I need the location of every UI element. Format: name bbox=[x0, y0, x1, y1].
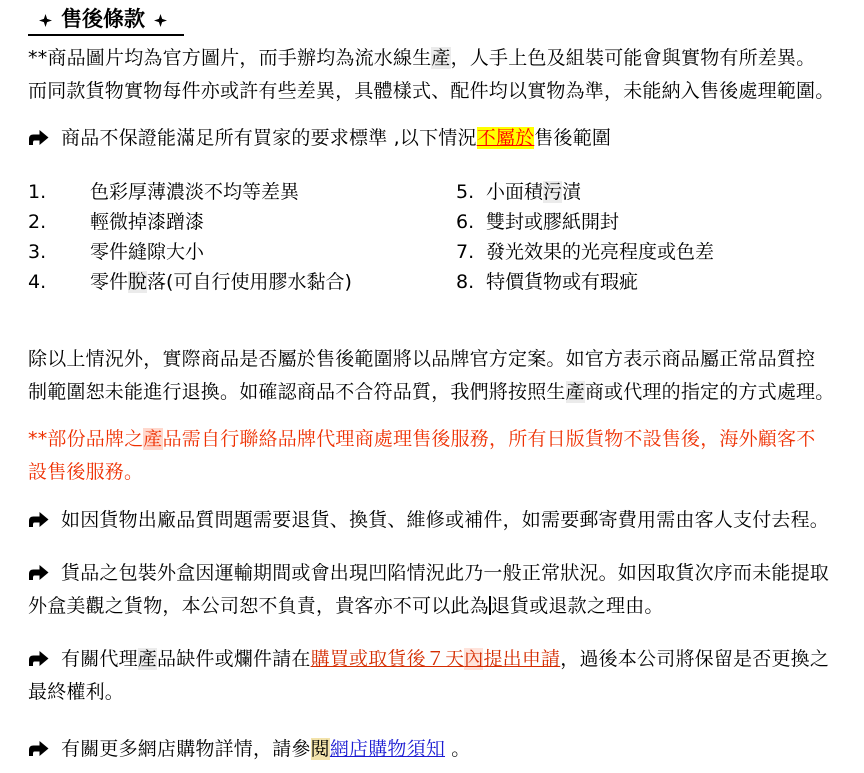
list-item-text bbox=[90, 181, 299, 203]
return-shipping-text bbox=[61, 509, 829, 531]
brand-service-note bbox=[28, 423, 844, 489]
text-segment: 除以上情況外，實際商品是否屬於售後範圍將以品牌官方定案。如官方表示商品屬正常品質控 bbox=[28, 348, 816, 370]
missing-parts-text bbox=[28, 648, 829, 703]
text-segment: 產 bbox=[565, 381, 585, 403]
text-segment: 。 bbox=[445, 738, 471, 760]
list-item bbox=[28, 237, 456, 267]
intro-paragraph bbox=[28, 42, 844, 108]
text-segment: ，人手上色及組裝可能會與實物有所差異。 bbox=[450, 47, 816, 69]
text-segment: **商品圖片均為官方圖片，而手辦均為流水線生 bbox=[28, 47, 432, 69]
text-segment: 產 bbox=[143, 428, 163, 450]
text-segment: 零件 bbox=[90, 271, 129, 293]
text-segment: 雙封或膠紙開封 bbox=[486, 211, 620, 233]
text-segment: 制範圍恕未能進行退換。如確認商品不合符品質，我們將按照生 bbox=[28, 381, 566, 403]
text-segment: **部份品牌之 bbox=[28, 428, 144, 450]
text-segment: 退貨或退款之理由。 bbox=[490, 595, 664, 617]
list-item bbox=[456, 177, 844, 207]
list-item bbox=[456, 207, 844, 237]
text-segment: 售後範圍 bbox=[534, 127, 612, 149]
list-item bbox=[456, 267, 844, 297]
red-underlined-text: 購買或取貨後７天 bbox=[310, 648, 465, 670]
text-segment: 特價貨物或有瑕疵 bbox=[486, 271, 639, 293]
text-segment: 最終權利。 bbox=[28, 681, 125, 703]
text-segment: 設售後服務。 bbox=[28, 461, 144, 483]
text-segment: 漬 bbox=[562, 181, 582, 203]
list-item-text bbox=[486, 211, 619, 233]
text-segment: 有關代理 bbox=[61, 648, 138, 670]
four-pointed-star-icon bbox=[154, 14, 167, 27]
text-segment: 脫 bbox=[128, 271, 148, 293]
list-item bbox=[28, 207, 456, 237]
arrow-bullet-icon bbox=[28, 512, 49, 527]
list-item bbox=[28, 177, 456, 207]
list-number: 5. bbox=[456, 181, 475, 203]
list-number: 6. bbox=[456, 211, 475, 233]
text-segment: 品缺件或爛件請在 bbox=[157, 648, 311, 670]
missing-parts-note bbox=[28, 643, 844, 709]
text-segment: 落(可自行使用膠水黏合) bbox=[147, 271, 352, 293]
red-underlined-text: 提出申請 bbox=[483, 648, 561, 670]
page-title-text: 售後條款 bbox=[61, 7, 145, 31]
text-segment: 如因貨物出廠品質問題需要退貨、換貨、維修或補件，如需要郵寄費用需由客人支付去程。 bbox=[61, 509, 830, 531]
return-shipping-note bbox=[28, 504, 844, 537]
arrow-bullet-icon bbox=[28, 130, 49, 145]
list-item-text bbox=[90, 211, 204, 233]
list-number: 8. bbox=[456, 271, 475, 293]
text-segment: 貨品之包裝外盒因運輸期間或會出現凹陷情況此乃一般正常狀況。如因取貨次序而未能提取 bbox=[61, 562, 830, 584]
text-segment: 有關更多網店購物詳情，請參 bbox=[61, 738, 311, 760]
text-segment: 商品不保證能滿足所有買家的要求標準 ,以下情況 bbox=[61, 127, 477, 149]
list-item bbox=[456, 237, 844, 267]
text-segment: 產 bbox=[431, 47, 451, 69]
text-segment: 產 bbox=[137, 648, 158, 670]
text-segment: 輕微掉漆蹭漆 bbox=[90, 211, 205, 233]
arrow-bullet-icon bbox=[28, 651, 49, 666]
four-pointed-star-icon bbox=[39, 14, 52, 27]
list-item-text bbox=[90, 271, 352, 293]
list-item-text bbox=[486, 271, 638, 293]
general-policy-paragraph bbox=[28, 343, 844, 409]
list-number: 1. bbox=[28, 181, 47, 203]
packaging-note bbox=[28, 557, 844, 623]
highlighted-text: 不屬於 bbox=[476, 127, 535, 149]
list-number: 2. bbox=[28, 211, 47, 233]
text-segment: 色彩厚薄濃淡不均等差異 bbox=[90, 181, 300, 203]
text-segment: 閱 bbox=[310, 738, 330, 760]
exclusion-list-left-column bbox=[28, 177, 456, 297]
text-segment: 污 bbox=[543, 181, 563, 203]
text-segment: ，過後本公司將保留是否更換之 bbox=[560, 648, 830, 670]
text-segment: 商或代理的指定的方式處理。 bbox=[584, 381, 835, 403]
arrow-bullet-icon bbox=[28, 565, 49, 580]
notice-text bbox=[61, 127, 611, 149]
text-segment: 發光效果的光亮程度或色差 bbox=[486, 241, 715, 263]
exclusion-list-right-column bbox=[456, 177, 844, 297]
red-underlined-text: 內 bbox=[464, 648, 484, 670]
page-title bbox=[28, 6, 184, 36]
text-segment: 外盒美觀之貨物，本公司恕不負責，貴客亦不可以此為 bbox=[28, 595, 489, 617]
shopping-guide-link[interactable]: 網店購物須知 bbox=[329, 738, 446, 760]
text-segment: 小面積 bbox=[486, 181, 544, 203]
text-segment: 而同款貨物實物每件亦或許有些差異，具體樣式、配件均以實物為準，未能納入售後處理範圍。 bbox=[28, 80, 835, 102]
list-number: 3. bbox=[28, 241, 47, 263]
exclusion-list bbox=[28, 177, 844, 297]
text-segment: 品需自行聯絡品牌代理商處理售後服務，所有日版貨物不設售後，海外顧客不 bbox=[162, 428, 816, 450]
more-info-note bbox=[28, 733, 844, 766]
list-item-text bbox=[90, 241, 204, 263]
more-info-text bbox=[61, 738, 470, 760]
list-number: 7. bbox=[456, 241, 475, 263]
packaging-text bbox=[28, 562, 829, 617]
list-item bbox=[28, 267, 456, 297]
list-number: 4. bbox=[28, 271, 47, 293]
text-segment: 零件縫隙大小 bbox=[90, 241, 205, 263]
notice-line bbox=[28, 122, 844, 155]
arrow-bullet-icon bbox=[28, 741, 49, 756]
list-item-text bbox=[486, 181, 581, 203]
list-item-text bbox=[486, 241, 714, 263]
